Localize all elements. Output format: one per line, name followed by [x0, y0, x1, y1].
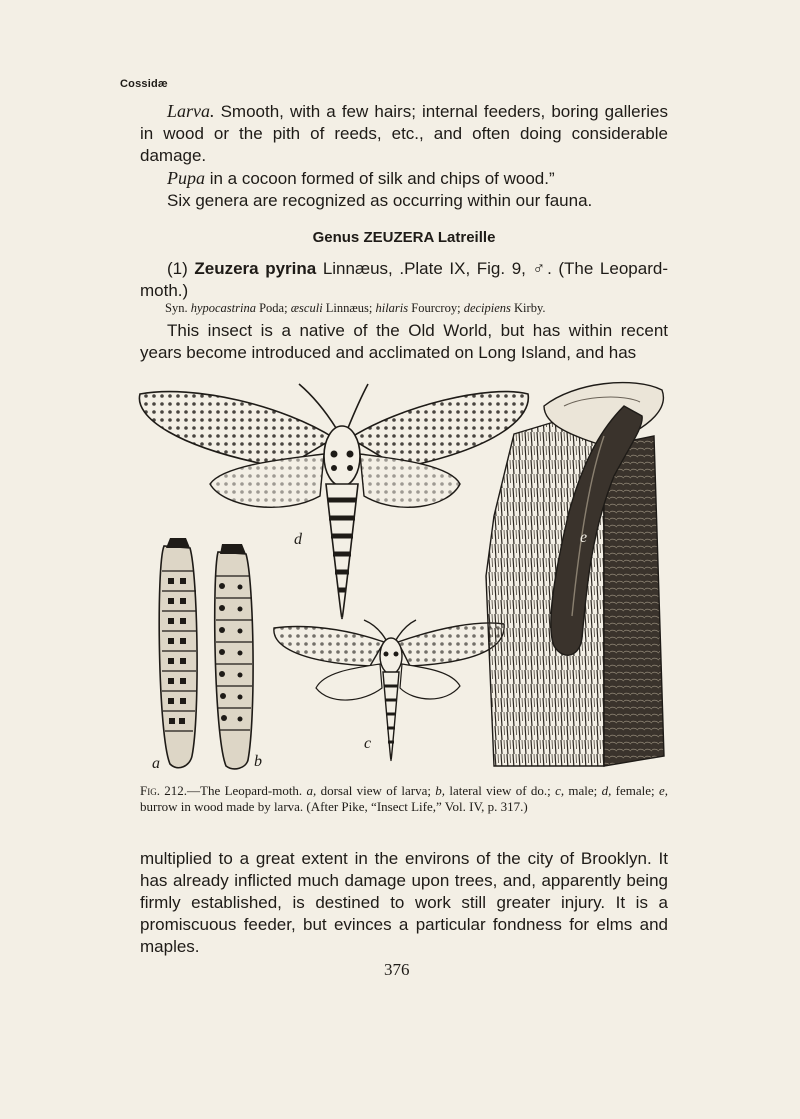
caption-key-d: d, — [601, 783, 612, 798]
synonyms-line — [165, 301, 675, 316]
pupa-label: Pupa — [167, 168, 205, 188]
caption-desc-e: burrow in wood made by larva. (After Pike, “Insect Life,” Vol. IV, p. 317.) — [140, 799, 528, 814]
antenna-right — [348, 384, 368, 428]
male-moth — [274, 620, 504, 760]
caption-desc-b: lateral view of do.; — [445, 783, 556, 798]
larva-dorsal — [159, 538, 197, 768]
label-e: e — [580, 529, 588, 546]
running-head: Cossidæ — [120, 78, 168, 90]
caption-desc-c: male; — [564, 783, 602, 798]
label-d: d — [294, 531, 302, 548]
species-rest: Linnæus, .Plate IX, Fig. 9, ♂. (The Leopard-moth.) — [140, 259, 668, 300]
intro-block — [140, 100, 668, 212]
larva-label: Larva. — [167, 101, 215, 121]
species-entry — [140, 258, 668, 302]
genera-paragraph: Six genera are recognized as occurring within our fauna. — [167, 191, 593, 210]
larva-lateral — [215, 544, 253, 769]
syn-name-1: hypocastrina — [190, 301, 256, 315]
syn-author-1: Poda; — [255, 301, 288, 315]
label-a: a — [152, 755, 160, 772]
caption-key-e: e, — [658, 783, 668, 798]
syn-author-2: Linnæus; — [322, 301, 373, 315]
native-paragraph: This insect is a native of the Old World, but has within recent years become introduced and acclimated on Long Island, and has — [140, 321, 668, 362]
native-paragraph-block — [140, 320, 668, 364]
caption-figure-number: Fig. 212. — [140, 783, 188, 798]
multiplied-paragraph-block — [140, 848, 668, 958]
wood-burrow — [486, 383, 664, 766]
syn-name-2: æsculi — [290, 301, 323, 315]
species-number: (1) — [167, 259, 188, 278]
genus-heading: Genus ZEUZERA Latreille — [312, 229, 496, 246]
caption-key-a: a, — [306, 783, 317, 798]
caption-desc-d: female; — [611, 783, 659, 798]
leopard-moth-illustration — [134, 376, 674, 776]
caption-desc-a: dorsal view of larva; — [316, 783, 436, 798]
label-c: c — [364, 735, 372, 752]
pupa-text: in a cocoon formed of silk and chips of wood.” — [205, 169, 555, 188]
caption-title: —The Leopard-moth. — [187, 783, 307, 798]
label-b: b — [254, 753, 262, 770]
thorax — [324, 426, 360, 486]
caption-key-b: b, — [435, 783, 446, 798]
species-name: Zeuzera pyrina — [194, 259, 317, 278]
page-number: 376 — [384, 960, 410, 979]
larva-paragraph — [140, 100, 668, 167]
figure-caption — [140, 783, 668, 815]
caption-key-c: c, — [555, 783, 565, 798]
larva-text: Smooth, with a few hairs; internal feeders, boring galleries in wood or the pith of reeds, etc., and often doing considerable damage. — [140, 102, 668, 165]
abdomen — [326, 484, 358, 618]
pupa-paragraph — [140, 167, 668, 190]
female-moth — [139, 384, 528, 618]
syn-author-4: Kirby. — [510, 301, 546, 315]
syn-name-3: hilaris — [375, 301, 409, 315]
species-line — [140, 258, 668, 302]
syn-name-4: decipiens — [463, 301, 511, 315]
syn-author-3: Fourcroy; — [408, 301, 461, 315]
multiplied-paragraph: multiplied to a great extent in the environs of the city of Brooklyn. It has already inflicted much damage upon trees, and, apparently being firmly established, is destined to work still greater injury. It is a promiscuous feeder, but evinces a particular fondness for elms and maples. — [140, 849, 668, 956]
syn-prefix: Syn. — [165, 301, 188, 315]
figure-engraving — [134, 376, 674, 776]
